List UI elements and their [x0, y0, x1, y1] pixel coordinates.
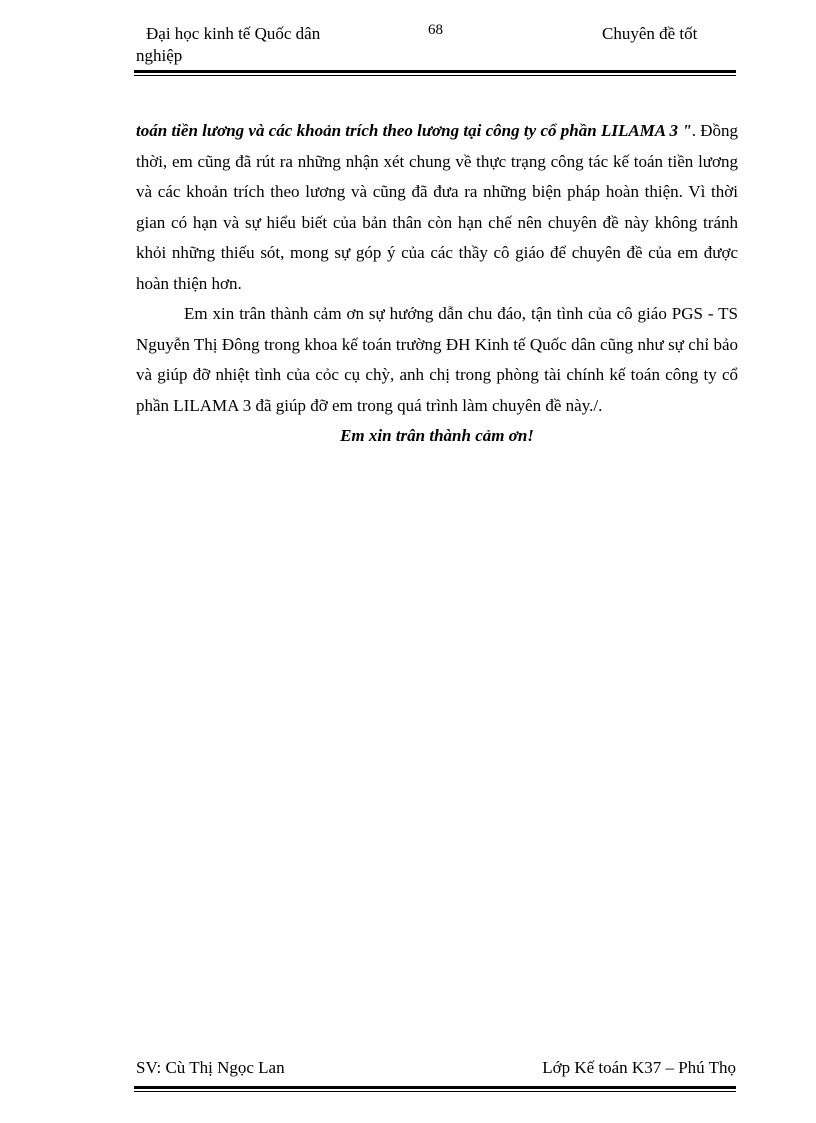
paragraph-acknowledgement: Em xin trân thành cảm ơn sự hướng dẫn chu đáo, tận tình của cô giáo PGS - TS Nguyễn Thị Đông trong khoa kế toán trường ĐH Kinh tế Quốc dân cũng như sự chỉ bảo và giúp đỡ nhiệt tình của cỏc cụ chỳ, anh chị trong phòng tài chính kế toán công ty cổ phần LILAMA 3 đã giúp đỡ em trong quá trình làm chuyên đề này./. — [136, 304, 738, 415]
footer-student: SV: Cù Thị Ngọc Lan — [136, 1058, 285, 1077]
header-divider — [134, 70, 736, 76]
page-header — [136, 22, 736, 70]
footer-class: Lớp Kế toán K37 – Phú Thọ — [542, 1058, 736, 1077]
closing-thanks: Em xin trân thành cảm ơn! — [340, 426, 534, 445]
page-number: 68 — [428, 22, 443, 38]
header-title: Chuyên đề tốt — [602, 24, 698, 43]
page-body — [136, 116, 738, 452]
paragraph-conclusion — [136, 116, 738, 299]
footer-divider — [134, 1086, 736, 1092]
paragraph-title-emphasis: toán tiền lương và các khoản trích theo lương tại công ty cổ phần LILAMA 3 " — [136, 121, 692, 140]
paragraph-conclusion-text: . Đồng thời, em cũng đã rút ra những nhận xét chung về thực trạng công tác kế toán tiền lương và các khoản trích theo lương và cũng đã đưa ra những biện pháp hoàn thiện. Vì thời gian có hạn và sự hiểu biết của bản thân còn hạn chế nên chuyên đề này không tránh khỏi những thiếu sót, mong sự góp ý của các thầy cô giáo để chuyên đề của em được hoàn thiện hơn. — [136, 121, 738, 293]
header-institution: Đại học kinh tế Quốc dân — [146, 24, 321, 43]
header-institution-continued: nghiệp — [136, 46, 183, 65]
